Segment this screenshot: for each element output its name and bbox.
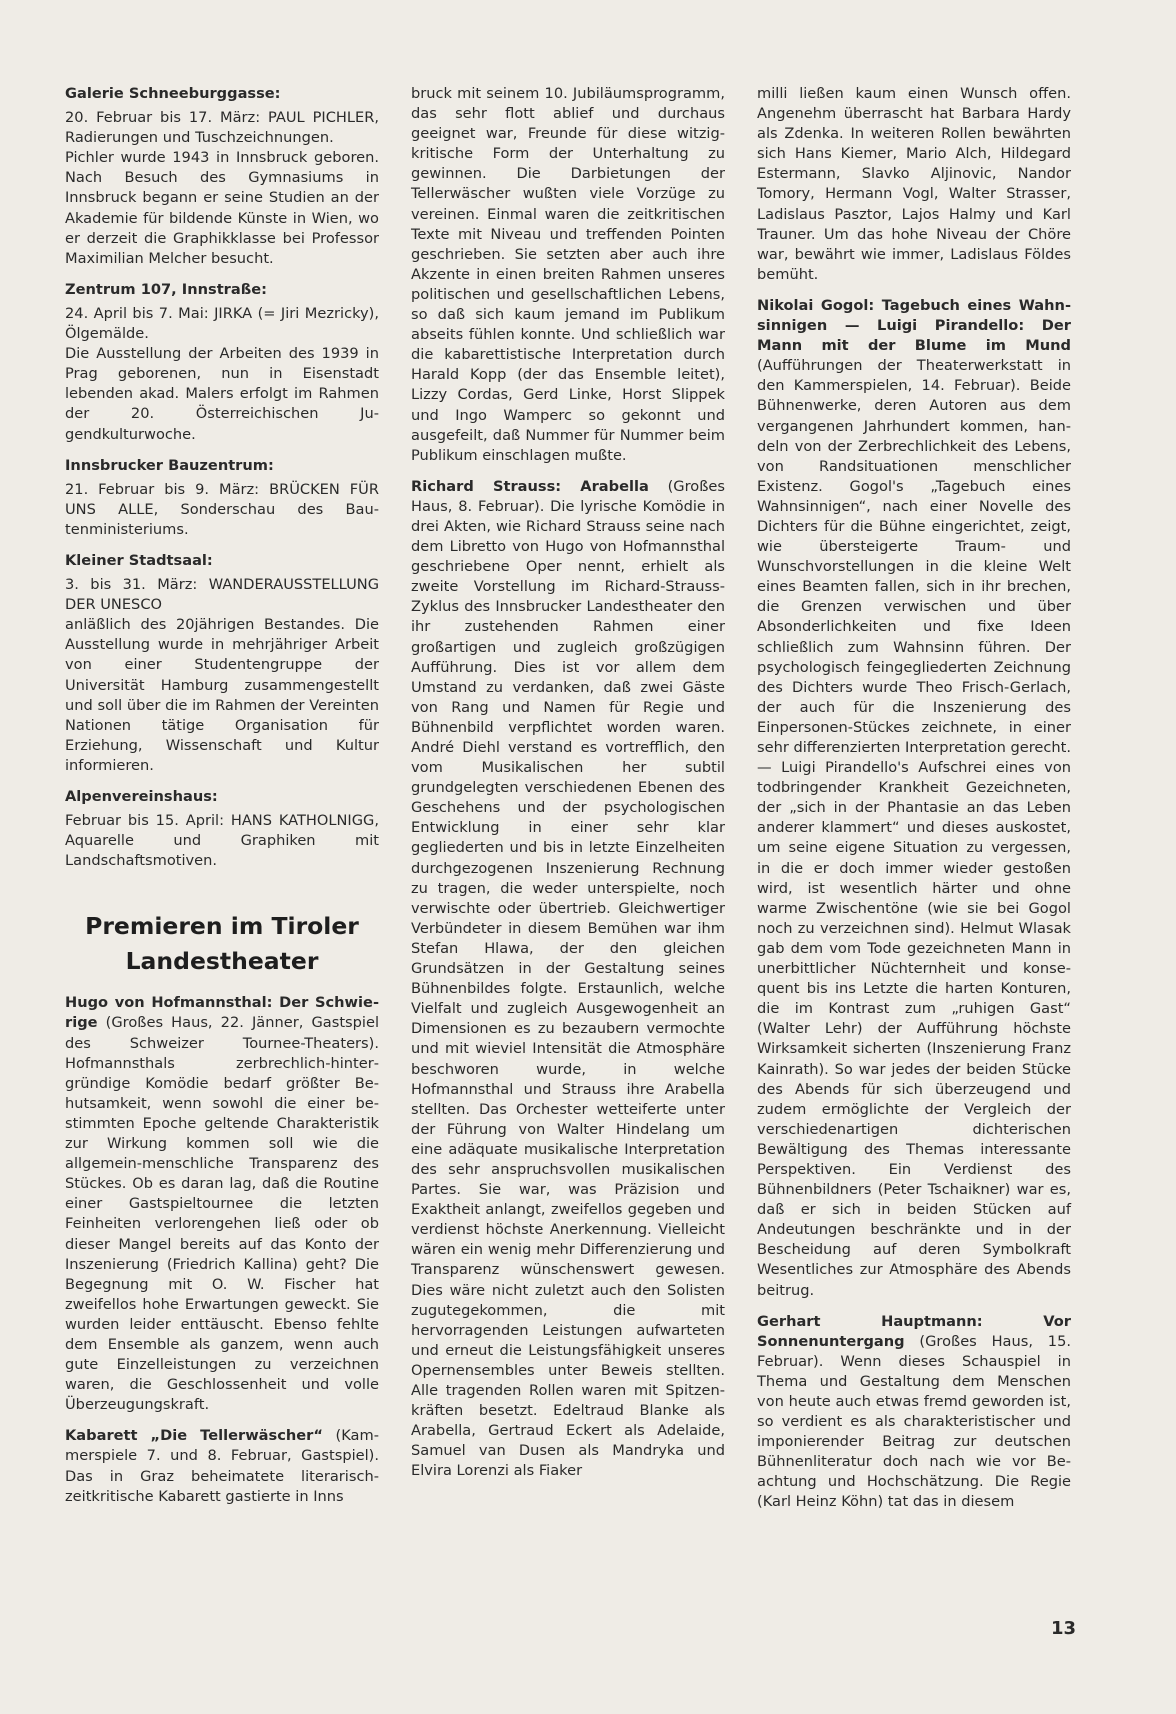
review-hofmannsthal bbox=[65, 993, 379, 1415]
section-title bbox=[65, 909, 379, 979]
column-1 bbox=[65, 84, 379, 1518]
exhibition-entry bbox=[65, 787, 379, 871]
review-gogol-pirandello bbox=[757, 296, 1071, 1301]
review-body: (Großes Haus, 15. Februar). Wenn dieses Schauspiel in Thema und Gestaltung dem Menschen von heute auch etwas fremd geworden ist, so verdient es als charakteristischer und imponierender Beitrag zur deutschen Bühnenliteratur doch nach wie vor Beachtung und Hochschätzung. Die Regie (Karl Heinz Köhn) tat das in diesem bbox=[757, 1332, 1071, 1511]
section-title-line-1: Premieren im Tiroler bbox=[85, 912, 359, 941]
exhibition-venue: Innsbrucker Bauzentrum: bbox=[65, 456, 274, 474]
exhibition-text: Die Ausstellung der Arbeiten des 1939 in Prag geborenen, nun in Eisenstadt lebenden akad. Malers erfolgt im Rahmen der 20. Österreichischen Jugendkulturwoche. bbox=[65, 345, 379, 443]
exhibition-text: anläßlich des 20jährigen Bestandes. Die Ausstellung wurde in mehrjähriger Arbeit von einer Studentengruppe der Universität Hamburg zusammengestellt und soll über die im Rahmen der Vereinten Nationen tätige Organisation für Erziehung, Wissenschaft und Kultur informieren. bbox=[65, 616, 379, 774]
review-body: milli ließen kaum einen Wunsch offen. Angenehm überrascht hat Barbara Hardy als Zdenka. In weiteren Rollen bewährten sich Hans Kiemer, Mario Alch, Hildegard Estermann, Slavko Aljinovic, Nandor Tomory, Hermann Vogl, Walter Strasser, Ladislaus Pasztor, Lajos Halmy und Karl Trauner. Um das hohe Niveau der Chöre war, bewährt wie immer, Ladislaus Földes bemüht. bbox=[757, 85, 1071, 283]
exhibition-dates: 21. Februar bis 9. März: BRÜCKEN FÜR UNS ALLE, Sonderschau des Bautenministeriums. bbox=[65, 480, 379, 538]
review-kabarett-part-1 bbox=[65, 1426, 379, 1506]
review-body: (Aufführungen der Theaterwerkstatt in den Kammerspielen, 14. Februar). Beide Bühnenwerke, deren Autoren aus dem vergangenen Jahrhundert kommen, handeln von der Zerbrechlichkeit des Lebens, von Randsituationen menschlicher Existenz. Gogol's „Tagebuch eines Wahnsinnigen“, nach einer Novelle des Dichters für die Bühne eingerichtet, zeigt, wie übersteigerte Traum- und Wunschvorstellungen in die kleine Welt eines Beamten fallen, sich in ihr brechen, die Grenzen verwischen und über Absonderlichkeiten und fixe Ideen schließlich zum Wahnsinn führen. Der psychologisch feingegliederten Zeichnung des Dichters wurde Theo Frisch-Gerlach, der auch für die Inszenierung des Einpersonen-Stückes zeichnete, in einer sehr differenzierten Interpretation gerecht. — Luigi Pirandello's Aufschrei eines von todbringender Krankheit Gezeichneten, der „sich in der Phantasie an das Leben anderer klammert“ und dieses auskostet, um seine eigene Situation zu vergessen, in die er doch immer wieder gestoßen wird, ist wesentlich härter und ohne warme Zwischentöne (wie sie bei Gogol noch zu verzeichnen sind). Helmut Wlasak gab dem vom Tode gezeichneten Mann in unerbittlicher Nüchternheit und konsequent bis ins Letzte die harten Konturen, die im Kontrast zum „ruhigen Gast“ (Walter Lehr) der Aufführung höchste Wirksamkeit sicherten (Inszenierung Franz Kainrath). So war jedes der beiden Stücke des Abends für sich überzeugend und zudem ermöglichte der Vergleich der verschiedenartigen dichterischen Bewältigung des Themas interessante Perspektiven. Ein Verdienst des Bühnenbildners (Peter Tschaikner) war es, daß er sich in beiden Stücken auf Andeutungen beschränkte und in der Bescheidung auf deren Symbolkraft Wesentliches zur Atmosphäre des Abends beitrug. bbox=[757, 357, 1071, 1299]
review-kabarett-part-2 bbox=[411, 84, 725, 466]
review-title: Hugo von Hofmannsthal: Der Schwierige bbox=[65, 994, 379, 1032]
exhibition-text: Pichler wurde 1943 in Innsbruck geboren. Nach Besuch des Gymnasiums in Innsbruck begann er seine Studien an der Akademie für bildende Künste in Wien, wo er derzeit die Graphikklasse bei Professor Maximilian Melcher besucht. bbox=[65, 149, 379, 267]
review-title: Richard Strauss: Arabella bbox=[411, 477, 649, 495]
review-body: bruck mit seinem 10. Jubiläumsprogramm, das sehr flott ablief und durchaus geeignet war, Freunde für diese witzig-kritische Form der Unterhaltung zu gewinnen. Die Darbietungen der Tellerwäscher wußten viele Vorzüge zu vereinen. Einmal waren die zeitkritischen Texte mit Niveau und treffenden Pointen geschrieben. Sie setzten aber auch ihre Akzente in einen breiten Rahmen unseres politischen und gesellschaftlichen Lebens, so daß sich kaum jemand im Publikum abseits fühlen konnte. Und schließlich war die kabarettistische Interpretation durch Harald Kopp (der das Ensemble leitet), Lizzy Cordas, Gerd Linke, Horst Slippek und Ingo Wamperc so gekonnt und ausgefeilt, daß Nummer für Nummer beim Publikum einschlagen mußte. bbox=[411, 85, 725, 464]
review-text bbox=[757, 296, 1071, 1301]
exhibition-venue: Kleiner Stadtsaal: bbox=[65, 551, 213, 569]
review-text bbox=[411, 477, 725, 1482]
exhibition-dates: 20. Februar bis 17. März: PAUL PICHLER, Radierungen und Tuschzeichnungen. bbox=[65, 109, 379, 147]
exhibition-entry bbox=[65, 456, 379, 540]
review-title: Gerhart Hauptmann: Vor Sonnenuntergang bbox=[757, 1312, 1071, 1350]
exhibition-dates: 24. April bis 7. Mai: JIRKA (= Jiri Mezricky), Ölgemälde. bbox=[65, 304, 379, 343]
exhibition-venue: Galerie Schneeburggasse: bbox=[65, 85, 281, 102]
exhibition-dates: 3. bis 31. März: WANDERAUSSTELLUNG DER UNESCO bbox=[65, 576, 379, 614]
review-text bbox=[757, 1312, 1071, 1513]
review-arabella-part-1 bbox=[411, 477, 725, 1482]
column-2 bbox=[411, 84, 725, 1492]
review-hauptmann bbox=[757, 1312, 1071, 1513]
exhibition-entry bbox=[65, 84, 379, 269]
exhibition-venue: Alpenvereinshaus: bbox=[65, 788, 218, 805]
exhibition-entry bbox=[65, 280, 379, 445]
exhibition-venue: Zentrum 107, Innstraße: bbox=[65, 280, 267, 298]
review-text bbox=[65, 1426, 379, 1506]
review-body: (Großes Haus, 22. Jänner, Gastspiel des Schweizer Tournee-Theaters). Hofmannsthals zerbrechlich-hintergründige Komödie bedarf größter Behutsamkeit, wenn sowohl die einer bestimmten Epoche geltende Charakteristik zur Wirkung kommen soll wie die allgemein-menschliche Transparenz des Stückes. Ob es daran lag, daß die Routine einer Gastspieltournee die letzten Feinheiten verlorengehen ließ oder ob dieser Mangel bereits auf das Konto der Inszenierung (Friedrich Kallina) geht? Die Begegnung mit O. W. Fischer hat zweifellos hohe Erwartungen geweckt. Sie wurden leider enttäuscht. Ebenso fehlte dem Ensemble als ganzem, wenn auch gute Einzelleistungen zu verzeichnen waren, die Geschlossenheit und volle Überzeugungskraft. bbox=[65, 1014, 379, 1414]
review-title: Nikolai Gogol: Tagebuch eines Wahnsinnigen — Luigi Pirandello: Der Mann mit der Blume im Mund bbox=[757, 296, 1071, 355]
page-number: 13 bbox=[1050, 1618, 1076, 1639]
section-title-line-2: Landestheater bbox=[125, 947, 319, 976]
review-title: Kabarett „Die Tellerwäscher“ bbox=[65, 1427, 323, 1445]
review-body: (Großes Haus, 8. Februar). Die lyrische Komödie in drei Akten, wie Richard Strauss seine nach dem Libretto von Hugo von Hofmannsthal geschriebene Oper nennt, erhielt als zweite Vorstellung im Richard-Strauss-Zyklus des Innsbrucker Landestheater den ihr zustehenden Rahmen einer großartigen und zugleich großzügigen Aufführung. Dies ist vor allem dem Umstand zu verdanken, daß zwei Gäste von Rang und Namen für Regie und Bühnenbild verpflichtet worden waren. André Diehl verstand es vortrefflich, den vom Musikalischen her subtil grundgelegten verschiedenen Ebenen des Geschehens und der psychologischen Entwicklung in einer sehr klar gegliederten und bis in letzte Einzelheiten durchgezogenen Inszenierung Rechnung zu tragen, die weder unterspielte, noch verwischte oder übertrieb. Gleichwertiger Verbündeter in diesem Bemühen war ihm Stefan Hlawa, der den gleichen Grundsätzen in der Gestaltung seines Bühnenbildes folgte. Erstaunlich, welche Vielfalt und zugleich Ausgewogenheit an Dimensionen es zu bezaubern vermochte und mit wieviel Intensität die Atmosphäre beschworen wurde, in welche Hofmannsthal und Strauss ihre Arabella stellten. Das Orchester wetteiferte unter der Führung von Walter Hindelang um eine adäquate musikalische Interpretation des sehr anspruchsvollen musikalischen Partes. Sie war, was Präzision und Exaktheit anlangt, zweifellos gegeben und verdienst höchste Anerkennung. Vielleicht wären ein wenig mehr Differenzierung und Transparenz wünschenswert gewesen. Dies wäre nicht zuletzt auch den Solisten zugutegekommen, die mit hervorragenden Leistungen aufwarteten und erneut die Leistungsfähigkeit unseres Opernensembles unter Beweis stellten. Alle tragenden Rollen waren mit Spitzenkräften besetzt. Edeltraud Blanke als Arabella, Gertraud Eckert als Adelaide, Samuel van Dusen als Mandryka und Elvira Lorenzi als Fiaker bbox=[411, 477, 725, 1480]
column-3 bbox=[757, 84, 1071, 1524]
review-arabella-part-2 bbox=[757, 84, 1071, 285]
exhibition-entry bbox=[65, 551, 379, 776]
review-body: (Kammerspiele 7. und 8. Februar, Gastspiel). Das in Graz beheimatete literarisch-zeitkritische Kabarett gastierte in Inns bbox=[65, 1427, 379, 1505]
review-text bbox=[65, 993, 379, 1415]
exhibition-dates: Februar bis 15. April: HANS KATHOLNIGG, Aquarelle und Graphiken mit Landschaftsmotiven. bbox=[65, 812, 379, 870]
